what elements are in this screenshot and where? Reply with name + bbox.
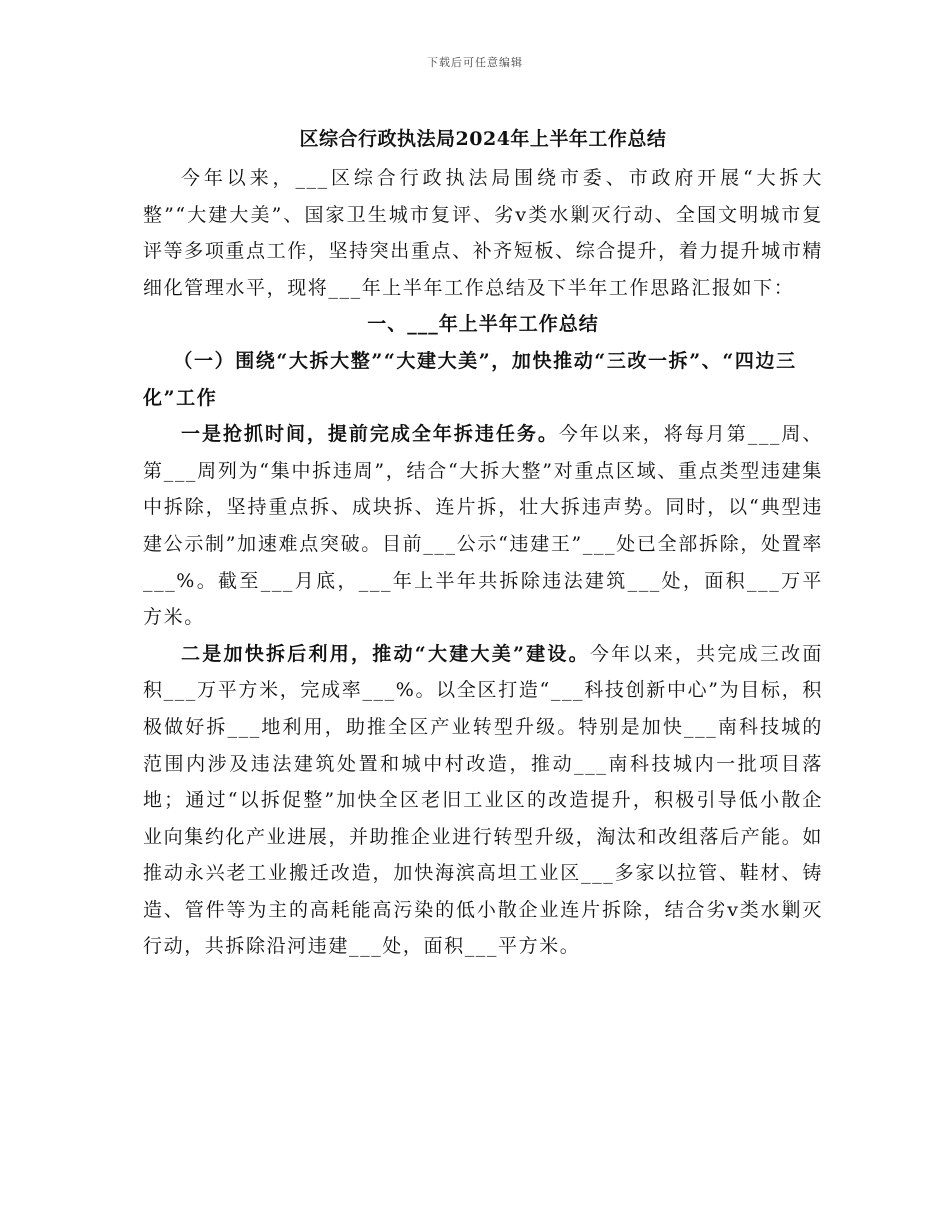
item-paragraph-2 <box>143 636 823 965</box>
intro-paragraph: 今年以来，___区综合行政执法局围绕市委、市政府开展“大拆大整”“大建大美”、国家卫生城市复评、劣ⅴ类水剿灭行动、全国文明城市复评等多项重点工作，坚持突出重点、补齐短板、综合提升，着力提升城市精细化管理水平，现将___年上半年工作总结及下半年工作思路汇报如下： <box>143 167 823 299</box>
header-note: 下载后可任意编辑 <box>427 56 523 69</box>
item-text-1: 今年以来，将每月第___周、第___周列为“集中拆违周”，结合“大拆大整”对重点区域、重点类型违建集中拆除，坚持重点拆、成块拆、连片拆，壮大拆违声势。同时，以“典型违建公示制”加速难点突破。目前___公示“违建王”___处已全部拆除，处置率___%。截至___月底，___年上半年共拆除违法建筑___处，面积___万平方米。 <box>143 423 823 629</box>
section-heading: 一、___年上半年工作总结 <box>367 313 599 336</box>
item-lead-2: 二是加快拆后利用，推动“大建大美”建设。 <box>181 642 590 665</box>
item-text-2: 今年以来，共完成三改面积___万平方米，完成率___%。以全区打造“___科技创新中心”为目标，积极做好拆___地利用，助推全区产业转型升级。特别是加快___南科技城的范围内涉及违法建筑处置和城中村改造，推动___南科技城内一批项目落地；通过“以拆促整”加快全区老旧工业区的改造提升，积极引导低小散企业向集约化产业进展，并助推企业进行转型升级，淘汰和改组落后产能。如推动永兴老工业搬迁改造，加快海滨高坦工业区___多家以拉管、鞋材、铸造、管件等为主的高耗能高污染的低小散企业连片拆除，结合劣ⅴ类水剿灭行动，共拆除沿河违建___处，面积___平方米。 <box>143 642 824 958</box>
document-title: 区综合行政执法局2024年上半年工作总结 <box>299 128 667 150</box>
subsection-heading: （一）围绕“大拆大整”“大建大美”，加快推动“三改一拆”、“四边三化”工作 <box>143 349 797 409</box>
item-paragraph-1 <box>143 416 823 636</box>
item-lead-1: 一是抢抓时间，提前完成全年拆违任务。 <box>181 423 559 446</box>
document-body <box>143 120 823 965</box>
